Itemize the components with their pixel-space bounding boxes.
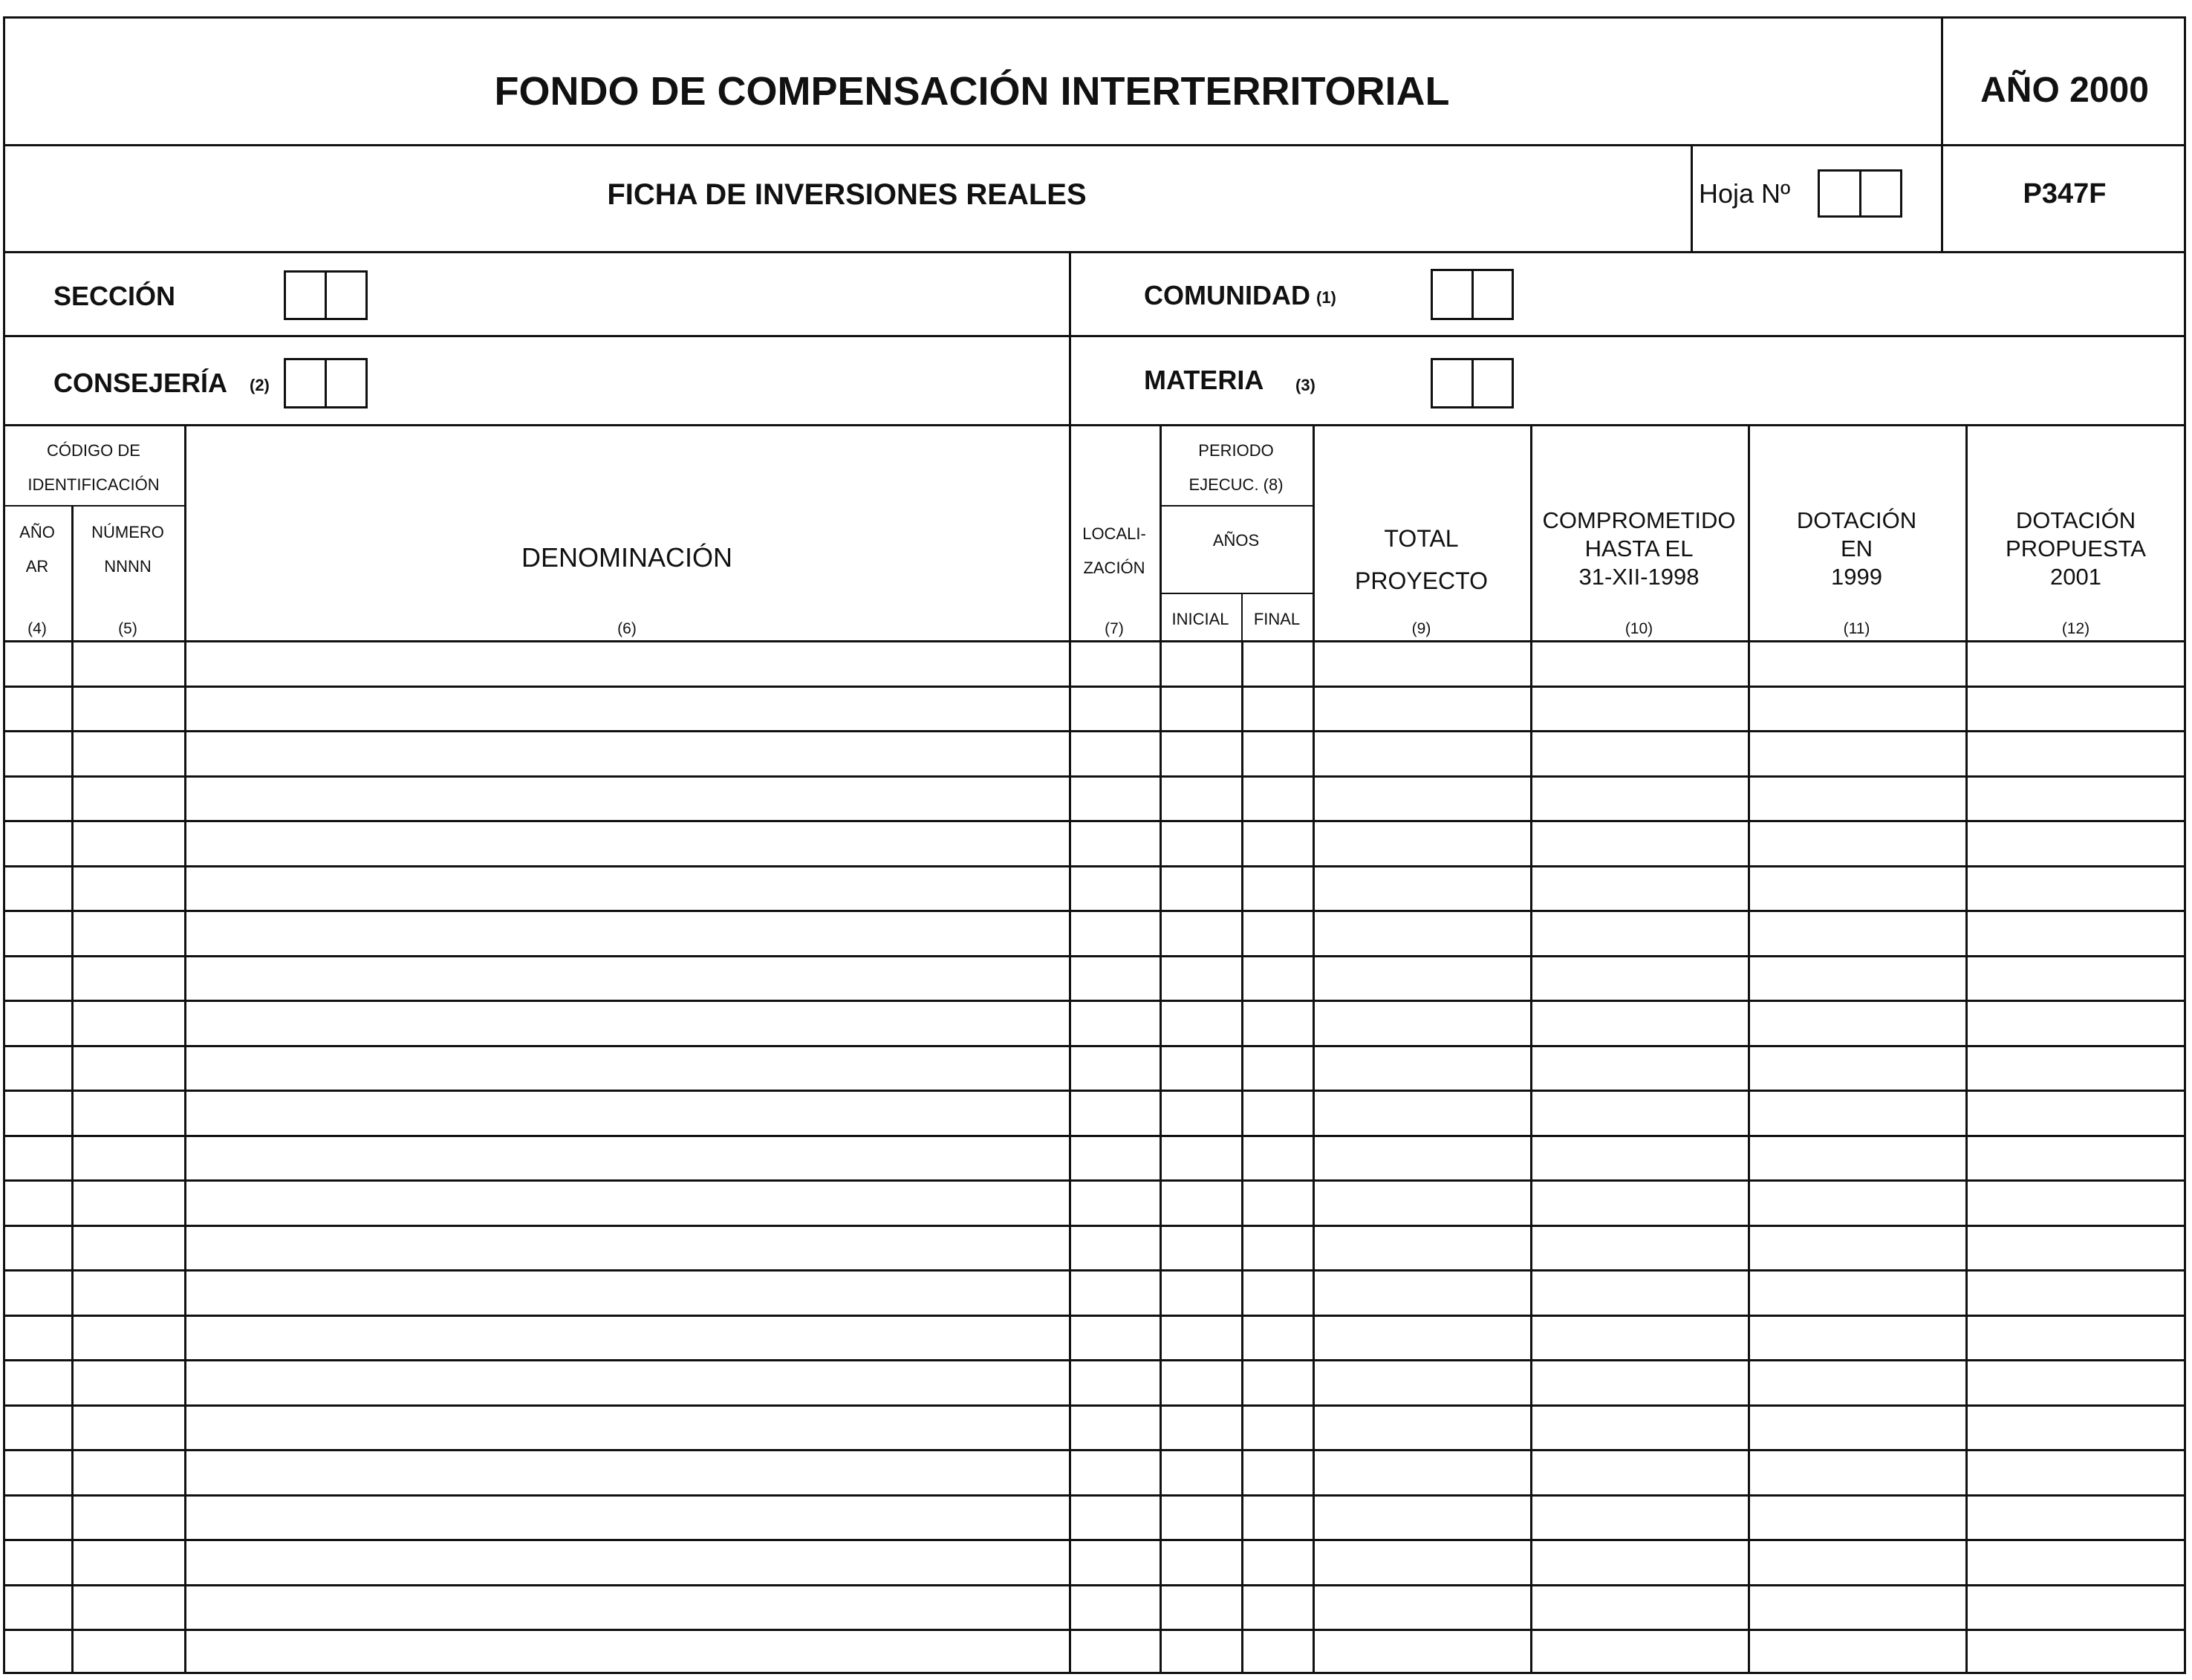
table-row bbox=[3, 1000, 2186, 1002]
total-header-line2: PROYECTO bbox=[1355, 567, 1488, 594]
table-row bbox=[3, 1494, 2186, 1497]
form-code: P347F bbox=[2023, 178, 2107, 209]
sheet-number-label: Hoja Nº bbox=[1699, 178, 1791, 209]
table-row bbox=[3, 730, 2186, 732]
comprometido-header-line1: COMPROMETIDO bbox=[1542, 507, 1736, 533]
dotacion-1999-header-line1: DOTACIÓN bbox=[1796, 507, 1917, 533]
sheet-number-input[interactable] bbox=[1818, 169, 1902, 218]
numero-ref: (5) bbox=[118, 620, 137, 637]
anos-header: AÑOS bbox=[1212, 531, 1260, 550]
dotacion-2001-header bbox=[1965, 507, 2186, 591]
consejeria-input[interactable] bbox=[284, 358, 368, 408]
consejeria-label: CONSEJERÍA bbox=[53, 368, 228, 398]
codigo-header bbox=[3, 434, 184, 502]
ano-ref: (4) bbox=[27, 620, 47, 637]
table-row bbox=[3, 1539, 2186, 1541]
denominacion-header: DENOMINACIÓN bbox=[521, 542, 732, 573]
col-divider-localizacion-periodo bbox=[1160, 424, 1162, 1674]
total-header-line1: TOTAL bbox=[1384, 525, 1459, 552]
inicial-header: INICIAL bbox=[1171, 610, 1229, 628]
periodo-header-bottom bbox=[1160, 505, 1313, 507]
table-row bbox=[3, 1315, 2186, 1317]
final-header: FINAL bbox=[1253, 610, 1301, 628]
dotacion-2001-header-line1: DOTACIÓN bbox=[2015, 507, 2136, 533]
table-row bbox=[3, 1359, 2186, 1361]
numero-header-line1: NÚMERO bbox=[91, 523, 164, 541]
denominacion-ref: (6) bbox=[617, 620, 637, 637]
table-row bbox=[3, 1269, 2186, 1272]
col-divider-periodo-total bbox=[1313, 424, 1315, 1674]
ano-header bbox=[3, 515, 71, 584]
localizacion-header bbox=[1069, 517, 1160, 585]
periodo-header-line2: EJECUC. (8) bbox=[1188, 475, 1284, 494]
col-divider-total-comprometido bbox=[1530, 424, 1532, 1674]
header-row2-bottom bbox=[3, 251, 2186, 253]
comprometido-header bbox=[1530, 507, 1748, 591]
table-row bbox=[3, 1090, 2186, 1092]
materia-input[interactable] bbox=[1431, 358, 1514, 408]
header-row1-bottom bbox=[3, 144, 2186, 146]
comunidad-label: COMUNIDAD bbox=[1144, 280, 1310, 310]
col-divider-denominacion-localizacion bbox=[1069, 424, 1071, 1674]
comprometido-ref: (10) bbox=[1625, 620, 1653, 637]
periodo-header bbox=[1160, 434, 1313, 502]
col-divider-numero-denominacion bbox=[184, 424, 186, 1674]
table-row bbox=[3, 1584, 2186, 1586]
anos-header-bottom bbox=[1160, 593, 1313, 594]
localizacion-ref: (7) bbox=[1105, 620, 1124, 637]
codigo-header-line2: IDENTIFICACIÓN bbox=[27, 475, 160, 494]
dotacion-2001-header-line3: 2001 bbox=[2050, 564, 2101, 590]
table-row bbox=[3, 1179, 2186, 1182]
col-divider-inicial-final bbox=[1241, 640, 1243, 1674]
dotacion-1999-ref: (11) bbox=[1843, 620, 1870, 637]
table-row bbox=[3, 865, 2186, 867]
consejeria-ref: (2) bbox=[250, 376, 270, 394]
form-frame bbox=[3, 16, 2186, 1674]
form-year: AÑO 2000 bbox=[1980, 71, 2149, 110]
table-row bbox=[3, 1629, 2186, 1631]
codigo-header-bottom bbox=[3, 505, 184, 507]
table-row bbox=[3, 820, 2186, 822]
dotacion-1999-header-line2: EN bbox=[1840, 535, 1873, 561]
table-row bbox=[3, 910, 2186, 912]
localizacion-header-line2: ZACIÓN bbox=[1083, 559, 1145, 577]
dotacion-1999-header-line3: 1999 bbox=[1831, 564, 1882, 590]
numero-header-line2: NNNN bbox=[104, 557, 152, 576]
total-header bbox=[1313, 518, 1530, 602]
total-ref: (9) bbox=[1411, 620, 1431, 637]
table-row bbox=[3, 1404, 2186, 1407]
dotacion-2001-ref: (12) bbox=[2061, 620, 2090, 637]
table-row bbox=[3, 1225, 2186, 1227]
column-header-bottom bbox=[3, 640, 2186, 642]
table-row bbox=[3, 1449, 2186, 1451]
header-year-divider bbox=[1941, 16, 1943, 252]
materia-ref: (3) bbox=[1295, 376, 1315, 394]
ano-header-line1: AÑO bbox=[19, 523, 55, 541]
col-divider-comprometido-dotacion1999 bbox=[1748, 424, 1750, 1674]
table-row bbox=[3, 1045, 2186, 1047]
numero-header bbox=[71, 515, 184, 584]
comprometido-header-line3: 31-XII-1998 bbox=[1578, 564, 1700, 590]
dotacion-1999-header bbox=[1748, 507, 1965, 591]
localizacion-header-line1: LOCALI- bbox=[1082, 524, 1146, 543]
form-subtitle: FICHA DE INVERSIONES REALES bbox=[607, 178, 1087, 211]
table-row bbox=[3, 775, 2186, 778]
table-row bbox=[3, 686, 2186, 688]
form-title: FONDO DE COMPENSACIÓN INTERTERRITORIAL bbox=[494, 69, 1450, 114]
dotacion-2001-header-line2: PROPUESTA bbox=[2006, 535, 2146, 561]
periodo-header-line1: PERIODO bbox=[1198, 441, 1274, 460]
header-sheet-divider bbox=[1691, 144, 1693, 252]
table-row bbox=[3, 955, 2186, 957]
comunidad-ref: (1) bbox=[1316, 288, 1336, 307]
ano-header-line2: AR bbox=[25, 557, 49, 576]
materia-label: MATERIA bbox=[1144, 365, 1264, 395]
comprometido-header-line2: HASTA EL bbox=[1584, 535, 1694, 561]
seccion-label: SECCIÓN bbox=[53, 281, 176, 311]
fields-row2-bottom bbox=[3, 424, 2186, 426]
table-row bbox=[3, 1135, 2186, 1137]
seccion-input[interactable] bbox=[284, 270, 368, 320]
fields-divider bbox=[1069, 251, 1071, 425]
comunidad-input[interactable] bbox=[1431, 269, 1514, 320]
fields-row1-bottom bbox=[3, 335, 2186, 337]
codigo-header-line1: CÓDIGO DE bbox=[47, 441, 140, 460]
col-divider-dotacion1999-dotacion2001 bbox=[1965, 424, 1968, 1674]
